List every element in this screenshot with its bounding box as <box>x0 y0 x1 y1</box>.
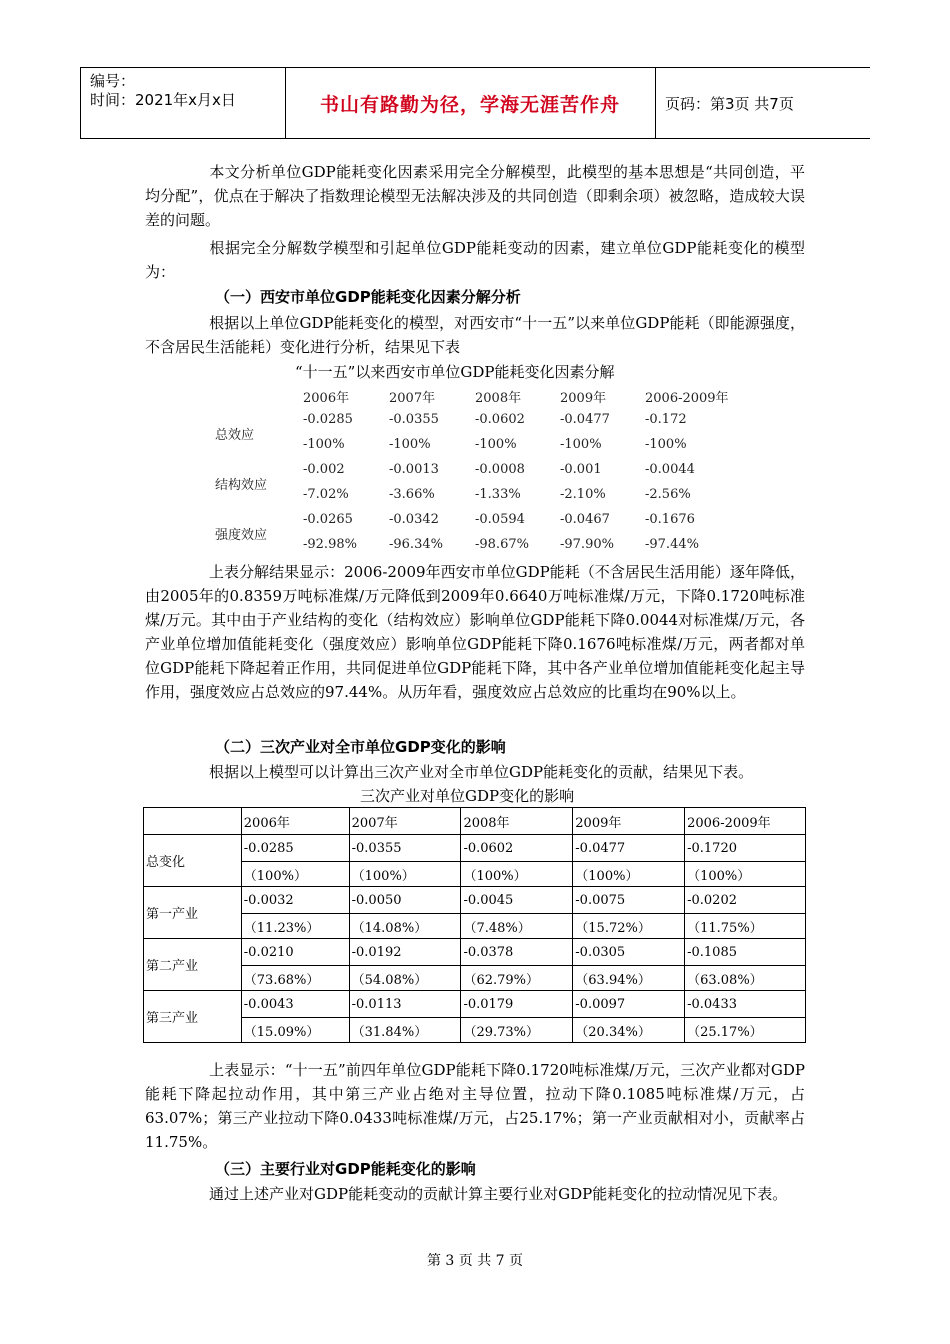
cell-percent: （7.48%） <box>461 914 573 939</box>
header-divider <box>80 68 81 138</box>
cell-percent: -97.44% <box>645 537 699 552</box>
column-header: 2009年 <box>560 391 607 406</box>
table-row <box>144 1018 806 1043</box>
cell-percent: （54.08%） <box>349 966 461 991</box>
cell-percent: （25.17%） <box>685 1018 806 1043</box>
cell-percent: -98.67% <box>475 537 529 552</box>
cell-value: -0.0467 <box>560 512 610 527</box>
cell-value: -0.0210 <box>241 939 349 966</box>
cell-percent: （73.68%） <box>241 966 349 991</box>
table-row <box>144 887 806 914</box>
cell-percent: （100%） <box>573 862 685 887</box>
cell-percent: （62.79%） <box>461 966 573 991</box>
paragraph: 上表显示：“十一五”前四年单位GDP能耗下降0.1720吨标准煤/万元，三次产业都对GDP能耗下降起拉动作用，其中第三产业占绝对主导位置，拉动下降0.1085吨标准煤/万元，占63.07%；第三产业拉动下降0.0433吨标准煤/万元，占25.17%；第一产业贡献相对小，贡献率占11.75%。 <box>145 1061 805 1151</box>
cell-percent: -100% <box>645 437 687 452</box>
cell-percent: -2.56% <box>645 487 691 502</box>
cell-percent: -3.66% <box>389 487 435 502</box>
cell-percent: -100% <box>560 437 602 452</box>
cell-percent: （11.75%） <box>685 914 806 939</box>
cell-percent: （100%） <box>349 862 461 887</box>
corner-cell <box>144 808 242 835</box>
column-header: 2008年 <box>461 808 573 835</box>
cell-value: -0.001 <box>560 462 602 477</box>
cell-value: -0.0043 <box>241 991 349 1018</box>
section-heading: （三）主要行业对GDP能耗变化的影响 <box>215 1160 476 1178</box>
cell-value: -0.1720 <box>685 835 806 862</box>
cell-value: -0.0050 <box>349 887 461 914</box>
column-header: 2006-2009年 <box>645 391 729 406</box>
header-meta <box>90 72 236 110</box>
cell-value: -0.0044 <box>645 462 695 477</box>
cell-value: -0.0075 <box>573 887 685 914</box>
cell-percent: （63.94%） <box>573 966 685 991</box>
cell-percent: -96.34% <box>389 537 443 552</box>
cell-value: -0.0594 <box>475 512 525 527</box>
cell-percent: -100% <box>389 437 431 452</box>
cell-percent: （100%） <box>461 862 573 887</box>
table-row <box>144 835 806 862</box>
cell-value: -0.0045 <box>461 887 573 914</box>
table-row <box>144 862 806 887</box>
cell-percent: -100% <box>303 437 345 452</box>
row-label: 总效应 <box>215 428 255 443</box>
cell-percent: （14.08%） <box>349 914 461 939</box>
industry-table <box>143 807 806 1043</box>
column-header: 2007年 <box>389 391 436 406</box>
cell-value: -0.1676 <box>645 512 695 527</box>
date-label: 时间：2021年x月x日 <box>90 91 236 109</box>
table-caption: 三次产业对单位GDP变化的影响 <box>360 787 575 805</box>
row-label: 强度效应 <box>215 528 268 543</box>
cell-value: -0.0032 <box>241 887 349 914</box>
cell-percent: （11.23%） <box>241 914 349 939</box>
cell-value: -0.0602 <box>461 835 573 862</box>
header-motto: 书山有路勤为径，学海无涯苦作舟 <box>319 94 620 116</box>
cell-value: -0.0477 <box>560 412 610 427</box>
cell-percent: （20.34%） <box>573 1018 685 1043</box>
cell-value: -0.0097 <box>573 991 685 1018</box>
cell-value: -0.0192 <box>349 939 461 966</box>
cell-percent: （29.73%） <box>461 1018 573 1043</box>
cell-value: -0.0265 <box>303 512 353 527</box>
table-row <box>144 914 806 939</box>
column-header: 2006年 <box>241 808 349 835</box>
table-row <box>144 966 806 991</box>
paragraph: 根据完全分解数学模型和引起单位GDP能耗变动的因素，建立单位GDP能耗变化的模型为： <box>145 239 805 281</box>
cell-value: -0.002 <box>303 462 345 477</box>
table-row <box>144 939 806 966</box>
row-label: 第二产业 <box>144 939 242 991</box>
column-header: 2009年 <box>573 808 685 835</box>
cell-value: -0.0342 <box>389 512 439 527</box>
row-label: 总变化 <box>144 835 242 887</box>
cell-value: -0.0285 <box>241 835 349 862</box>
cell-value: -0.0477 <box>573 835 685 862</box>
section-heading: （二）三次产业对全市单位GDP变化的影响 <box>215 738 506 756</box>
column-header: 2008年 <box>475 391 522 406</box>
cell-value: -0.0305 <box>573 939 685 966</box>
cell-percent: -100% <box>475 437 517 452</box>
cell-percent: -97.90% <box>560 537 614 552</box>
column-header: 2006年 <box>303 391 350 406</box>
cell-percent: -7.02% <box>303 487 349 502</box>
cell-percent: （15.72%） <box>573 914 685 939</box>
cell-value: -0.0378 <box>461 939 573 966</box>
cell-percent: -1.33% <box>475 487 521 502</box>
cell-value: -0.0202 <box>685 887 806 914</box>
paragraph: 上表分解结果显示：2006-2009年西安市单位GDP能耗（不含居民生活用能）逐年降低，由2005年的0.8359万吨标准煤/万元降低到2009年0.6640万吨标准煤/万元，下降0.1720吨标准煤/万元。其中由于产业结构的变化（结构效应）影响单位GDP能耗下降0.0044对标准煤/万元，各产业单位增加值能耗变化（强度效应）影响单位GDP能耗下降0.1676吨标准煤/万元，两者都对单位GDP能耗下降起着正作用，共同促进单位GDP能耗下降，其中各产业单位增加值能耗变化起主导作用，强度效应占总效应的97.44%。从历年看，强度效应占总效应的比重均在90%以上。 <box>145 563 805 701</box>
table-row <box>144 991 806 1018</box>
cell-percent: -2.10% <box>560 487 606 502</box>
paragraph: 根据以上单位GDP能耗变化的模型，对西安市“十一五”以来单位GDP能耗（即能源强度，不含居民生活能耗）变化进行分析，结果见下表 <box>145 314 805 356</box>
column-header: 2007年 <box>349 808 461 835</box>
cell-value: -0.0179 <box>461 991 573 1018</box>
cell-value: -0.0285 <box>303 412 353 427</box>
header-page-number: 页码：第3页 共7页 <box>665 95 794 113</box>
number-label: 编号： <box>90 72 136 90</box>
cell-value: -0.0013 <box>389 462 439 477</box>
cell-percent: （100%） <box>685 862 806 887</box>
cell-value: -0.0113 <box>349 991 461 1018</box>
cell-value: -0.172 <box>645 412 687 427</box>
row-label: 第一产业 <box>144 887 242 939</box>
cell-value: -0.0602 <box>475 412 525 427</box>
cell-value: -0.0008 <box>475 462 525 477</box>
cell-percent: （31.84%） <box>349 1018 461 1043</box>
column-header: 2006-2009年 <box>685 808 806 835</box>
paragraph: 根据以上模型可以计算出三次产业对全市单位GDP能耗变化的贡献，结果见下表。 <box>209 763 754 781</box>
row-label: 结构效应 <box>215 478 268 493</box>
header-divider <box>655 68 656 138</box>
cell-percent: （100%） <box>241 862 349 887</box>
page-header <box>80 67 870 139</box>
row-label: 第三产业 <box>144 991 242 1043</box>
cell-value: -0.0433 <box>685 991 806 1018</box>
cell-value: -0.0355 <box>389 412 439 427</box>
table-caption: “十一五”以来西安市单位GDP能耗变化因素分解 <box>295 363 615 381</box>
cell-percent: （15.09%） <box>241 1018 349 1043</box>
cell-percent: （63.08%） <box>685 966 806 991</box>
cell-value: -0.0355 <box>349 835 461 862</box>
page-footer: 第 3 页 共 7 页 <box>426 1253 524 1269</box>
paragraph: 通过上述产业对GDP能耗变动的贡献计算主要行业对GDP能耗变化的拉动情况见下表。 <box>209 1185 788 1203</box>
paragraph: 本文分析单位GDP能耗变化因素采用完全分解模型，此模型的基本思想是“共同创造，平均分配”，优点在于解决了指数理论模型无法解决涉及的共同创造（即剩余项）被忽略，造成较大误差的问题。 <box>145 163 805 229</box>
cell-value: -0.1085 <box>685 939 806 966</box>
section-heading: （一）西安市单位GDP能耗变化因素分解分析 <box>215 288 521 306</box>
cell-percent: -92.98% <box>303 537 357 552</box>
table-header-row <box>144 808 806 835</box>
